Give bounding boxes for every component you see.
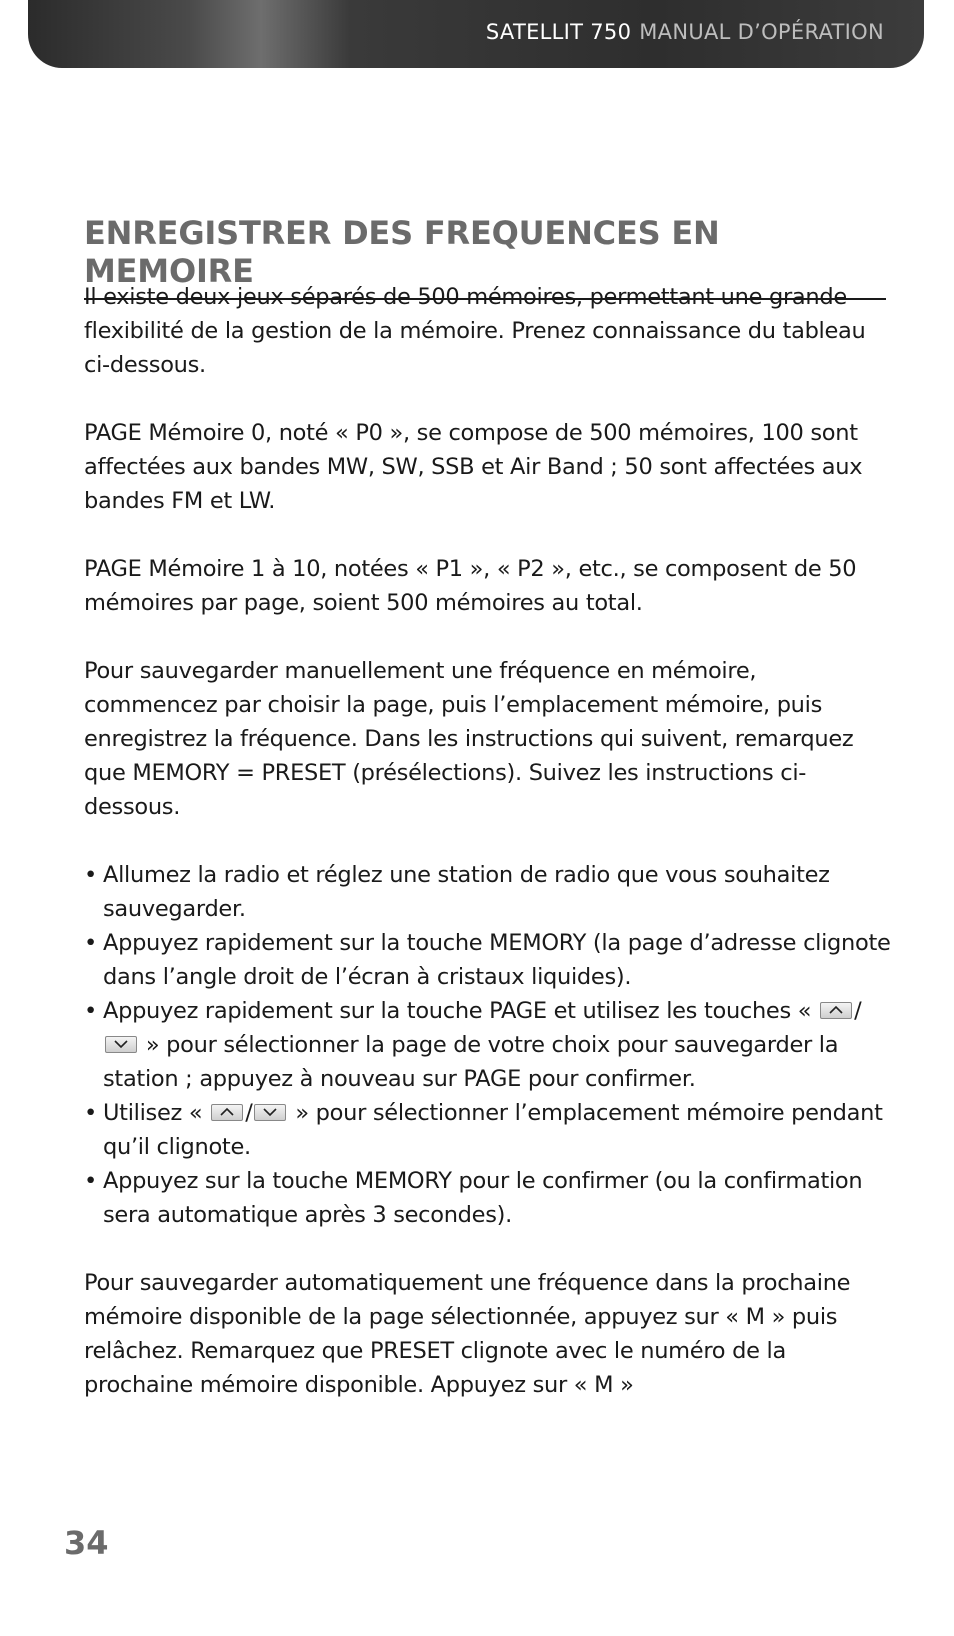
list-item-text: » pour sélectionner la page de votre choix pour sauvegarder la station ; appuyez à nouveau sur PAGE pour confirmer. [103, 1032, 839, 1092]
key-separator: / [245, 1100, 253, 1126]
paragraph-manual-save: Pour sauvegarder manuellement une fréquence en mémoire, commencez par choisir la page, puis l’emplacement mémoire, puis enregistrez la fréquence. Dans les instructions qui suivent, remarquez que MEMORY = PRESET (présélections). Suivez les instructions ci-dessous. [84, 658, 854, 820]
list-item [84, 994, 894, 1096]
list-item-text: Appuyez rapidement sur la touche PAGE et utilisez les touches « [103, 998, 812, 1024]
header-manual-label: MANUAL D’OPÉRATION [639, 20, 884, 44]
list-item [84, 1096, 894, 1164]
paragraph-pages-1-10: PAGE Mémoire 1 à 10, notées « P1 », « P2 », etc., se composent de 50 mémoires par page, soient 500 mémoires au total. [84, 556, 857, 616]
down-key-icon [105, 1036, 137, 1053]
paragraph-page-0: PAGE Mémoire 0, noté « P0 », se compose de 500 mémoires, 100 sont affectées aux bandes MW, SW, SSB et Air Band ; 50 sont affectées aux bandes FM et LW. [84, 420, 863, 514]
list-item-text: Allumez la radio et réglez une station de radio que vous souhaitez sauvegarder. [103, 862, 830, 922]
instruction-list [84, 858, 894, 1232]
bullet: • [84, 998, 97, 1024]
list-item-text: Appuyez sur la touche MEMORY pour le confirmer (ou la confirmation sera automatique après 3 secondes). [103, 1168, 863, 1228]
bullet: • [84, 930, 97, 956]
bullet: • [84, 862, 97, 888]
list-item [84, 1164, 894, 1232]
paragraph-auto-save: Pour sauvegarder automatiquement une fréquence dans la prochaine mémoire disponible de la page sélectionnée, appuyez sur « M » puis relâchez. Remarquez que PRESET clignote avec le numéro de la prochaine mémoire disponible. Appuyez sur « M » [84, 1270, 851, 1398]
bullet: • [84, 1168, 97, 1194]
up-key-icon [211, 1104, 243, 1121]
key-separator: / [854, 998, 862, 1024]
list-item-text: Utilisez « [103, 1100, 203, 1126]
section-title: ENREGISTRER DES FREQUENCES EN MEMOIRE [84, 214, 886, 300]
list-item-text: Appuyez rapidement sur la touche MEMORY (la page d’adresse clignote dans l’angle droit de l’écran à cristaux liquides). [103, 930, 891, 990]
body-text [84, 280, 894, 1436]
down-key-icon [254, 1104, 286, 1121]
header-bar [28, 0, 924, 68]
list-item [84, 926, 894, 994]
list-item [84, 858, 894, 926]
up-key-icon [820, 1002, 852, 1019]
header-model: SATELLIT 750 [485, 20, 632, 44]
bullet: • [84, 1100, 97, 1126]
running-header [486, 20, 884, 44]
paragraph-intro: Il existe deux jeux séparés de 500 mémoires, permettant une grande flexibilité de la gestion de la mémoire. Prenez connaissance du tableau ci-dessous. [84, 284, 866, 378]
page-number: 34 [64, 1524, 109, 1562]
list-item-text: » pour sélectionner l’emplacement mémoire pendant qu’il clignote. [103, 1100, 883, 1160]
